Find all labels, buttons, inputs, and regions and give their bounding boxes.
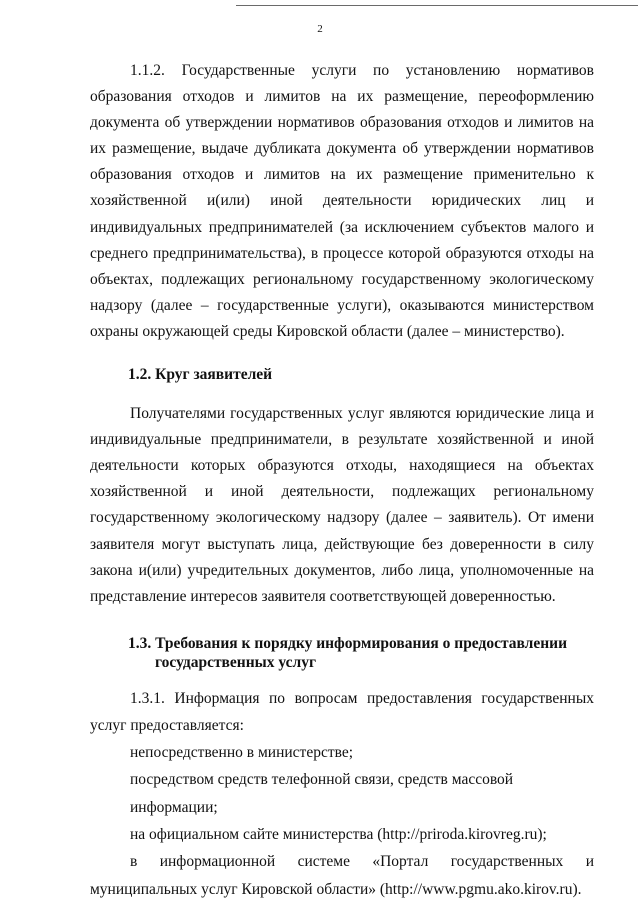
section-heading-1-3-line2: государственных услуг	[155, 653, 317, 671]
paragraph-1-3-1: 1.3.1. Информация по вопросам предоставления государственных услуг предоставляется:	[90, 689, 594, 734]
list-item: непосредственно в министерстве;	[130, 743, 354, 761]
list-item: на официальном сайте министерства (http://priroda.kirovreg.ru);	[130, 826, 547, 843]
section-heading-1-2: 1.2. Круг заявителей	[128, 366, 273, 384]
list-item-portal: в информационной системе «Портал государственных и муниципальных услуг Кировской области» (http://www.pgmu.ako.kirov.ru).	[90, 853, 594, 898]
top-rule	[236, 5, 638, 6]
page-number: 2	[317, 23, 323, 35]
section-heading-1-3-line1: 1.3. Требования к порядку информирования о предоставлении	[128, 634, 568, 652]
document-body	[90, 58, 594, 903]
list-item: посредством средств телефонной связи, средств массовой информации;	[130, 771, 514, 816]
paragraph-1-1-2: 1.1.2. Государственные услуги по установлению нормативов образования отходов и лимитов на их размещение, переоформлению документа об утверждении нормативов образования отходов и лимитов на их размещение, выдаче дубликата документа об утверждении нормативов образования отходов и лимитов на их размещение применительно к хозяйственной и(или) иной деятельности юридических лиц и индивидуальных предпринимателей (за исключением субъектов малого и среднего предпринимательства), в процессе которой образуются отходы на объектах, подлежащих региональному государственному экологическому надзору (далее – государственные услуги), оказываются министерством охраны окружающей среды Кировской области (далее – министерство).	[90, 62, 594, 340]
section-heading-1-3	[90, 634, 594, 672]
paragraph-applicants: Получателями государственных услуг являются юридические лица и индивидуальные предприниматели, в результате хозяйственной и иной деятельности которых образуются отходы, находящиеся на объектах хозяйственной и иной деятельности, подлежащих региональному государственному экологическому надзору (далее – заявитель). От имени заявителя могут выступать лица, действующие без доверенности в силу закона и(или) учредительных документов, либо лица, уполномоченные на представление интересов заявителя соответствующей доверенностью.	[90, 405, 594, 605]
